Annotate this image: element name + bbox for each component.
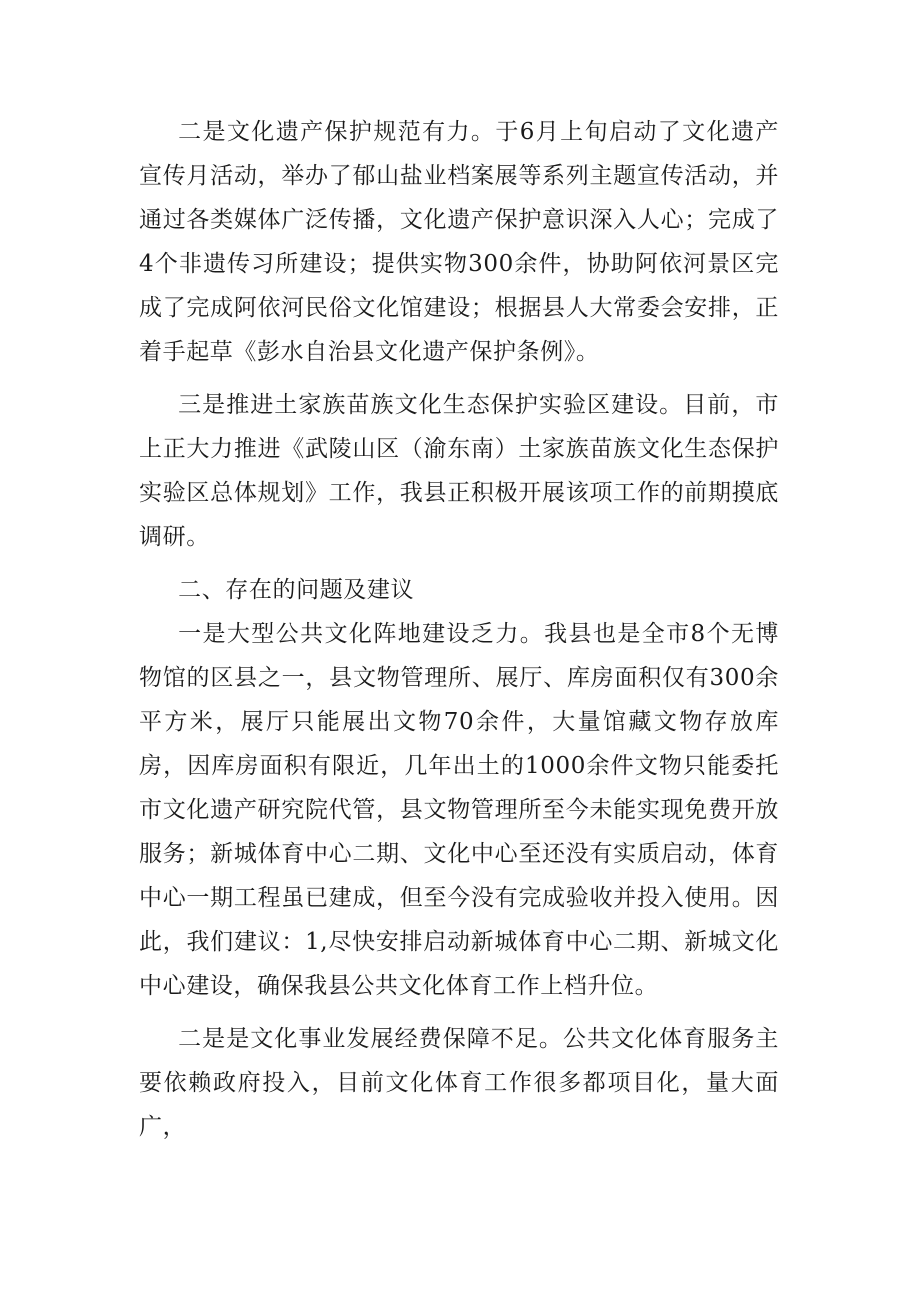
section-heading-problems: 二、存在的问题及建议 bbox=[178, 577, 415, 603]
paragraph-funding: 二是是文化事业发展经费保障不足。公共文化体育服务主要依赖政府投入，目前文化体育工作很多都项目化，量大面广， bbox=[139, 1026, 779, 1140]
paragraph-heritage-protection: 二是文化遗产保护规范有力。于6月上旬启动了文化遗产宣传月活动，举办了郁山盐业档案展等系列主题宣传活动，并通过各类媒体广泛传播，文化遗产保护意识深入人心；完成了4个非遗传习所建设；提供实物300余件，协助阿依河景区完成了完成阿依河民俗文化馆建设；根据县人大常委会安排，正着手起草《彭水自治县文化遗产保护条例》。 bbox=[139, 119, 779, 365]
paragraph-ecological-zone: 三是推进土家族苗族文化生态保护实验区建设。目前，市上正大力推进《武陵山区（渝东南）土家族苗族文化生态保护实验区总体规划》工作，我县正积极开展该项工作的前期摸底调研。 bbox=[139, 392, 779, 550]
paragraph-public-facilities: 一是大型公共文化阵地建设乏力。我县也是全市8个无博物馆的区县之一，县文物管理所、展厅、库房面积仅有300余平方米，展厅只能展出文物70余件，大量馆藏文物存放库房，因库房面积有限近，几年出土的1000余件文物只能委托市文化遗产研究院代管，县文物管理所至今未能实现免费开放服务；新城体育中心二期、文化中心至还没有实质启动，体育中心一期工程虽已建成，但至今没有完成验收并投入使用。因此，我们建议：1,尽快安排启动新城体育中心二期、新城文化中心建设，确保我县公共文化体育工作上档升位。 bbox=[139, 621, 779, 999]
document-page bbox=[139, 110, 779, 1149]
